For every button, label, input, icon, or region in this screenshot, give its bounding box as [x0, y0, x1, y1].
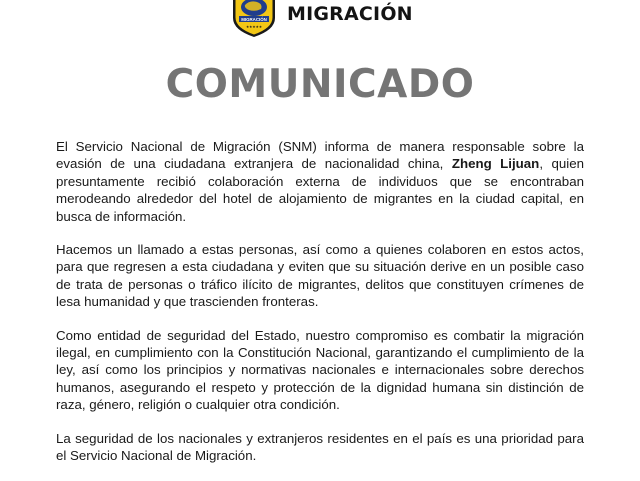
paragraph-1-rest: , quien presuntamente recibió colaboración externa de individuos que se encontraban merodeando alrededor del hotel de alojamiento de migrantes en la ciudad capital, en busca de información.	[56, 156, 584, 224]
agency-name: MIGRACIÓN	[287, 3, 413, 25]
page-title: COMUNICADO	[165, 62, 475, 107]
paragraph-1-intro: El Servicio Nacional de Migración (SNM) informa de manera responsable sobre la evasión de una ciudadana extranjera de nacionalidad china,	[56, 139, 584, 172]
communique-body	[56, 138, 584, 481]
svg-text:★★★★★: ★★★★★	[245, 25, 263, 29]
shield-globe-logo-icon	[230, 0, 278, 38]
paragraph-1	[56, 138, 584, 225]
header	[0, 0, 640, 40]
paragraph-2: Hacemos un llamado a estas personas, así como a quienes colaboren en estos actos, para que regresen a esta ciudadana y eviten que su situación derive en un posible caso de trata de personas o tráfico ilícito de migrantes, delitos que constituyen crímenes de lesa humanidad y que trascienden fronteras.	[56, 242, 584, 310]
person-name: Zheng Lijuan	[451, 156, 540, 172]
logo-text: MIGRACIÓN	[241, 16, 267, 22]
paragraph-3: Como entidad de seguridad del Estado, nuestro compromiso es combatir la migración ilegal, en cumplimiento con la Constitución Nacional, garantizando el cumplimiento de la ley, así como los principios y normativas nacionales e internacionales sobre derechos humanos, asegurando el respeto y protección de la dignidad humana sin distinción de raza, género, religión o cualquier otra condición.	[56, 327, 584, 413]
paragraph-4: La seguridad de los nacionales y extranjeros residentes en el país es una prioridad para el Servicio Nacional de Migración.	[56, 430, 584, 464]
